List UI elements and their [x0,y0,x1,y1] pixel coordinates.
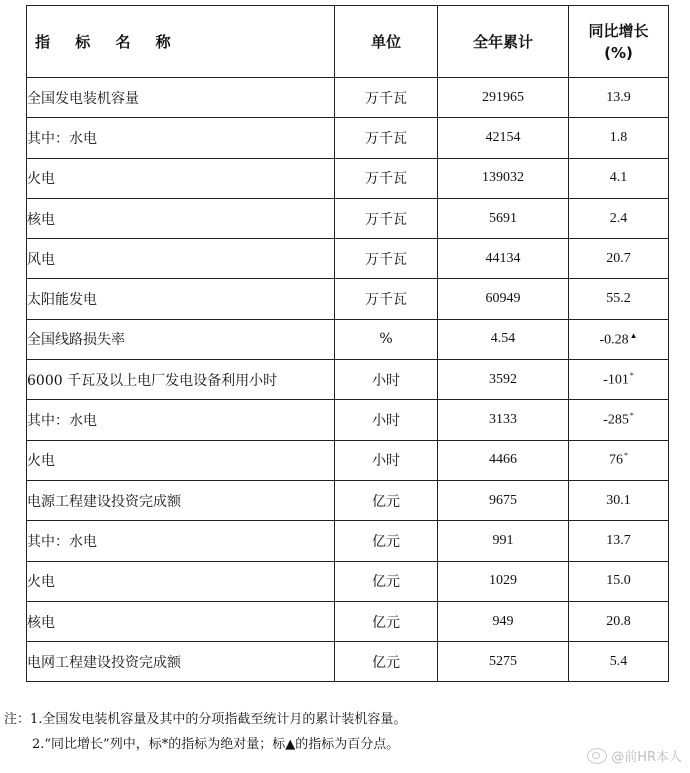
annual-total-value: 44134 [438,239,569,279]
yoy-growth-cell [569,78,669,118]
indicator-unit: 小时 [335,360,438,400]
annual-total-value: 291965 [438,78,569,118]
annual-total-value: 60949 [438,279,569,319]
footnote-1: 注：1.全国发电装机容量及其中的分项指截至统计月的累计装机容量。 [4,712,407,727]
table-row [27,360,669,400]
table-row [27,319,669,359]
indicator-unit: 万千瓦 [335,279,438,319]
statistics-table [26,5,669,682]
annual-total-value: 1029 [438,561,569,601]
table-row [27,440,669,480]
indicator-name: 其中：水电 [27,118,335,158]
yoy-growth-value: 5.4 [609,653,628,669]
annual-total-value: 991 [438,521,569,561]
header-annual-total: 全年累计 [438,6,569,78]
yoy-growth-cell [569,319,669,359]
footnote-mark: * [629,411,634,421]
table-row [27,118,669,158]
table-row [27,601,669,641]
yoy-growth-cell [569,480,669,520]
table-row [27,78,669,118]
indicator-name: 核电 [27,601,335,641]
indicator-unit: 亿元 [335,642,438,682]
indicator-unit: 万千瓦 [335,118,438,158]
yoy-growth-cell [569,400,669,440]
table-row [27,400,669,440]
indicator-unit: 小时 [335,400,438,440]
indicator-name: 火电 [27,561,335,601]
indicator-unit: 亿元 [335,480,438,520]
annual-total-value: 5691 [438,198,569,238]
table-row [27,642,669,682]
yoy-growth-cell [569,118,669,158]
indicator-unit: % [335,319,438,359]
annual-total-value: 139032 [438,158,569,198]
yoy-growth-cell [569,521,669,561]
table-row [27,561,669,601]
annual-total-value: 9675 [438,480,569,520]
header-unit: 单位 [335,6,438,78]
indicator-name: 火电 [27,158,335,198]
yoy-growth-value: 15.0 [606,573,631,589]
yoy-growth-value: 1.8 [609,129,628,145]
annual-total-value: 3133 [438,400,569,440]
yoy-growth-value: 55.2 [606,291,631,307]
annual-total-value: 5275 [438,642,569,682]
annual-total-value: 4.54 [438,319,569,359]
yoy-growth-value: 13.9 [606,89,631,105]
header-yoy-growth [569,6,669,78]
yoy-growth-cell [569,601,669,641]
table-row [27,198,669,238]
indicator-unit: 亿元 [335,521,438,561]
footnote-mark: * [629,370,634,380]
footnotes [4,707,684,757]
indicator-name: 电网工程建设投资完成额 [27,642,335,682]
annual-total-value: 42154 [438,118,569,158]
indicator-name: 风电 [27,239,335,279]
yoy-growth-cell [569,642,669,682]
table-row [27,279,669,319]
indicator-unit: 万千瓦 [335,198,438,238]
yoy-growth-value: -285 [603,412,629,428]
yoy-growth-cell [569,279,669,319]
yoy-growth-value: -0.28 [599,332,629,348]
indicator-name: 其中：水电 [27,521,335,561]
indicator-name: 全国线路损失率 [27,319,335,359]
footnote-2: 2.“同比增长”列中，标*的指标为绝对量；标▲的指标为百分点。 [32,737,400,752]
indicator-name: 电源工程建设投资完成额 [27,480,335,520]
indicator-name: 其中：水电 [27,400,335,440]
indicator-name: 太阳能发电 [27,279,335,319]
table-header-row [27,6,669,78]
indicator-name: 核电 [27,198,335,238]
yoy-growth-value: 76 [609,453,623,469]
table-row [27,480,669,520]
yoy-growth-value: 4.1 [609,170,628,186]
watermark [587,746,682,765]
yoy-growth-value: 2.4 [609,210,628,226]
indicator-unit: 小时 [335,440,438,480]
table-row [27,158,669,198]
yoy-growth-cell [569,158,669,198]
indicator-unit: 亿元 [335,561,438,601]
yoy-growth-cell [569,561,669,601]
header-yoy-growth-label: 同比增长 [588,21,649,40]
yoy-growth-cell [569,440,669,480]
header-yoy-growth-unit: (%) [604,43,633,62]
annual-total-value: 4466 [438,440,569,480]
footnote-mark: ▲ [629,330,638,340]
header-indicator-name: 指 标 名 称 [27,6,335,78]
indicator-name: 火电 [27,440,335,480]
indicator-unit: 万千瓦 [335,239,438,279]
annual-total-value: 3592 [438,360,569,400]
yoy-growth-cell [569,239,669,279]
yoy-growth-value: 30.1 [606,492,631,508]
indicator-name: 全国发电装机容量 [27,78,335,118]
indicator-unit: 万千瓦 [335,78,438,118]
yoy-growth-value: -101 [603,372,629,388]
indicator-unit: 万千瓦 [335,158,438,198]
watermark-text: @前HR本人 [611,750,682,765]
indicator-name: 6000 千瓦及以上电厂发电设备利用小时 [27,360,335,400]
yoy-growth-value: 20.8 [606,613,631,629]
indicator-unit: 亿元 [335,601,438,641]
annual-total-value: 949 [438,601,569,641]
table-row [27,521,669,561]
yoy-growth-cell [569,360,669,400]
yoy-growth-cell [569,198,669,238]
table-row [27,239,669,279]
yoy-growth-value: 20.7 [606,250,631,266]
weibo-icon [587,748,607,764]
footnote-mark: * [624,451,628,461]
yoy-growth-value: 13.7 [606,532,631,548]
